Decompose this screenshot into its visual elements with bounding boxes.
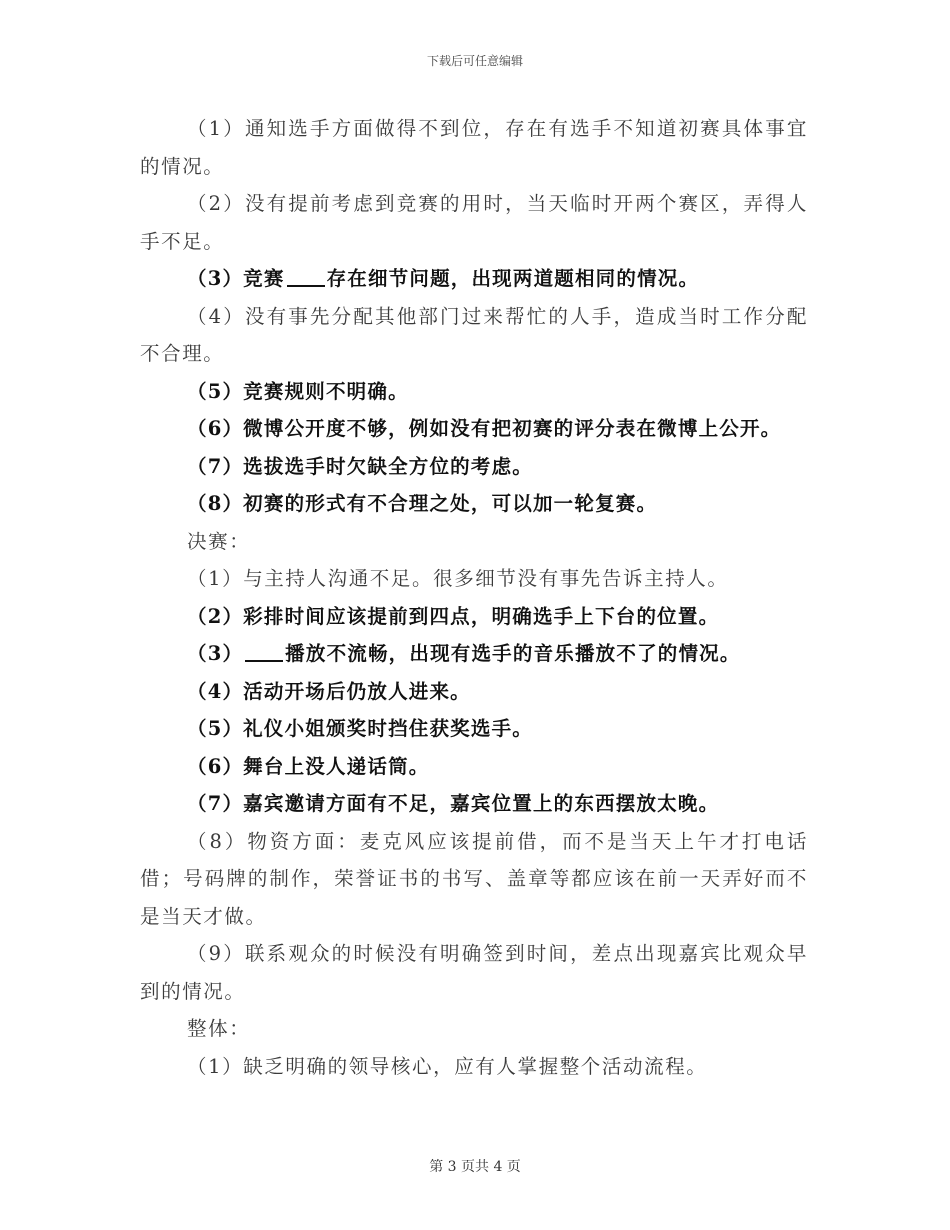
paragraph-text: （3） <box>187 642 244 665</box>
paragraph-text: 存在细节问题，出现两道题相同的情况。 <box>326 267 700 290</box>
page-header: 下载后可任意编辑 <box>426 54 523 68</box>
paragraph: （1）缺乏明确的领导核心，应有人掌握整个活动流程。 <box>187 1054 708 1078</box>
section-heading-final: 决赛： <box>187 529 251 553</box>
paragraph <box>140 635 808 673</box>
paragraph: （4）活动开场后仍放人进来。 <box>187 679 471 703</box>
paragraph <box>140 260 808 298</box>
paragraph: （7）选拔选手时欠缺全方位的考虑。 <box>187 454 533 478</box>
page-footer: 第 3 页共 4 页 <box>429 1159 521 1175</box>
paragraph: （6）微博公开度不够，例如没有把初赛的评分表在微博上公开。 <box>187 417 782 440</box>
paragraph-text: （3）竞赛 <box>187 267 285 290</box>
paragraph: （6）舞台上没人递话筒。 <box>187 754 430 778</box>
paragraph: （1）通知选手方面做得不到位，存在有选手不知道初赛具体事宜的情况。 <box>140 117 808 178</box>
blank-underline <box>287 267 325 287</box>
paragraph-text: 播放不流畅，出现有选手的音乐播放不了的情况。 <box>285 642 741 665</box>
section-heading-overall: 整体： <box>187 1017 251 1040</box>
paragraph: （5）礼仪小姐颁奖时挡住获奖选手。 <box>187 717 533 740</box>
paragraph: （7）嘉宾邀请方面有不足，嘉宾位置上的东西摆放太晚。 <box>187 792 720 815</box>
blank-underline <box>245 642 283 662</box>
paragraph: （8）初赛的形式有不合理之处，可以加一轮复赛。 <box>187 492 658 515</box>
paragraph: （9）联系观众的时候没有明确签到时间，差点出现嘉宾比观众早到的情况。 <box>140 942 808 1003</box>
paragraph: （2）彩排时间应该提前到四点，明确选手上下台的位置。 <box>187 604 720 628</box>
paragraph: （8）物资方面：麦克风应该提前借，而不是当天上午才打电话借；号码牌的制作，荣誉证书的书写、盖章等都应该在前一天弄好而不是当天才做。 <box>140 829 808 928</box>
paragraph: （1）与主持人沟通不足。很多细节没有事先告诉主持人。 <box>187 567 729 590</box>
paragraph: （4）没有事先分配其他部门过来帮忙的人手，造成当时工作分配不合理。 <box>140 304 808 365</box>
paragraph: （5）竞赛规则不明确。 <box>187 379 409 403</box>
paragraph: （2）没有提前考虑到竞赛的用时，当天临时开两个赛区，弄得人手不足。 <box>140 192 808 253</box>
document-body <box>140 110 808 1085</box>
